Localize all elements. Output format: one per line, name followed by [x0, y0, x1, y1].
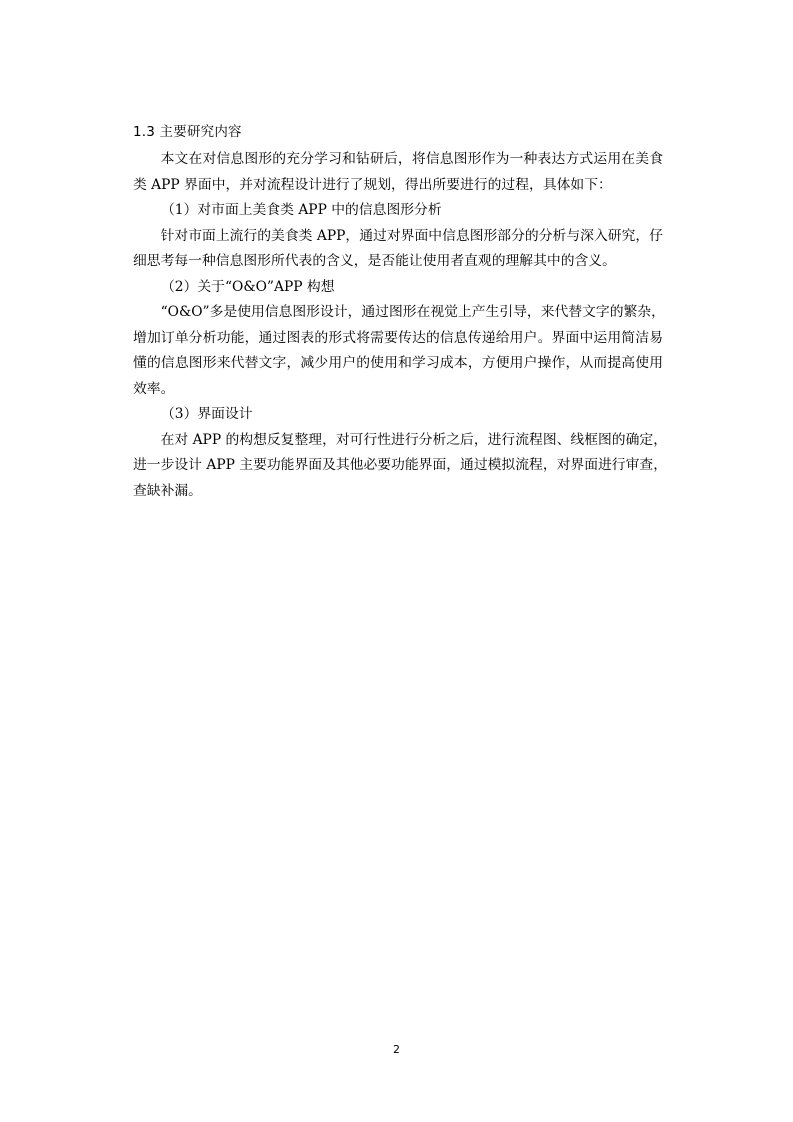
item-3-line: 进一步设计 APP 主要功能界面及其他必要功能界面，通过模拟流程，对界面进行审查， [133, 457, 667, 473]
item-3-paragraph [133, 428, 667, 505]
intro-paragraph [133, 147, 663, 198]
intro-line: 类 APP 界面中，并对流程设计进行了规划，得出所要进行的过程，具体如下： [133, 176, 612, 193]
page-number: 2 [393, 1043, 400, 1056]
item-2-paragraph [133, 300, 663, 402]
intro-line: 本文在对信息图形的充分学习和钻研后，将信息图形作为一种表达方式运用在美食 [160, 151, 663, 167]
item-1-line: 细思考每一种信息图形所代表的含义，是否能让使用者直观的理解其中的含义。 [133, 253, 616, 269]
page-content [133, 122, 667, 504]
item-2-line: 增加订单分析功能，通过图表的形式将需要传达的信息传递给用户。界面中运用简洁易 [133, 329, 663, 346]
item-1-line: 针对市面上流行的美食类 APP，通过对界面中信息图形部分的分析与深入研究，仔 [160, 227, 663, 244]
item-3-title: （3）界面设计 [161, 406, 253, 422]
item-3-line: 在对 APP 的构想反复整理，对可行性进行分析之后，进行流程图、线框图的确定， [160, 431, 667, 448]
item-2-title: （2）关于“O&O”APP 构想 [161, 278, 335, 295]
section-heading: 1.3 主要研究内容 [133, 124, 242, 140]
item-2-line: “O&O”多是使用信息图形设计，通过图形在视觉上产生引导，来代替文字的繁杂， [160, 304, 665, 320]
item-2-line: 懂的信息图形来代替文字，减少用户的使用和学习成本，方便用户操作，从而提高使用 [133, 355, 663, 371]
item-2-line: 效率。 [133, 380, 175, 397]
item-1-title: （1）对市面上美食类 APP 中的信息图形分析 [161, 202, 442, 218]
item-3-line: 查缺补漏。 [133, 482, 202, 499]
item-1-paragraph [133, 224, 663, 275]
